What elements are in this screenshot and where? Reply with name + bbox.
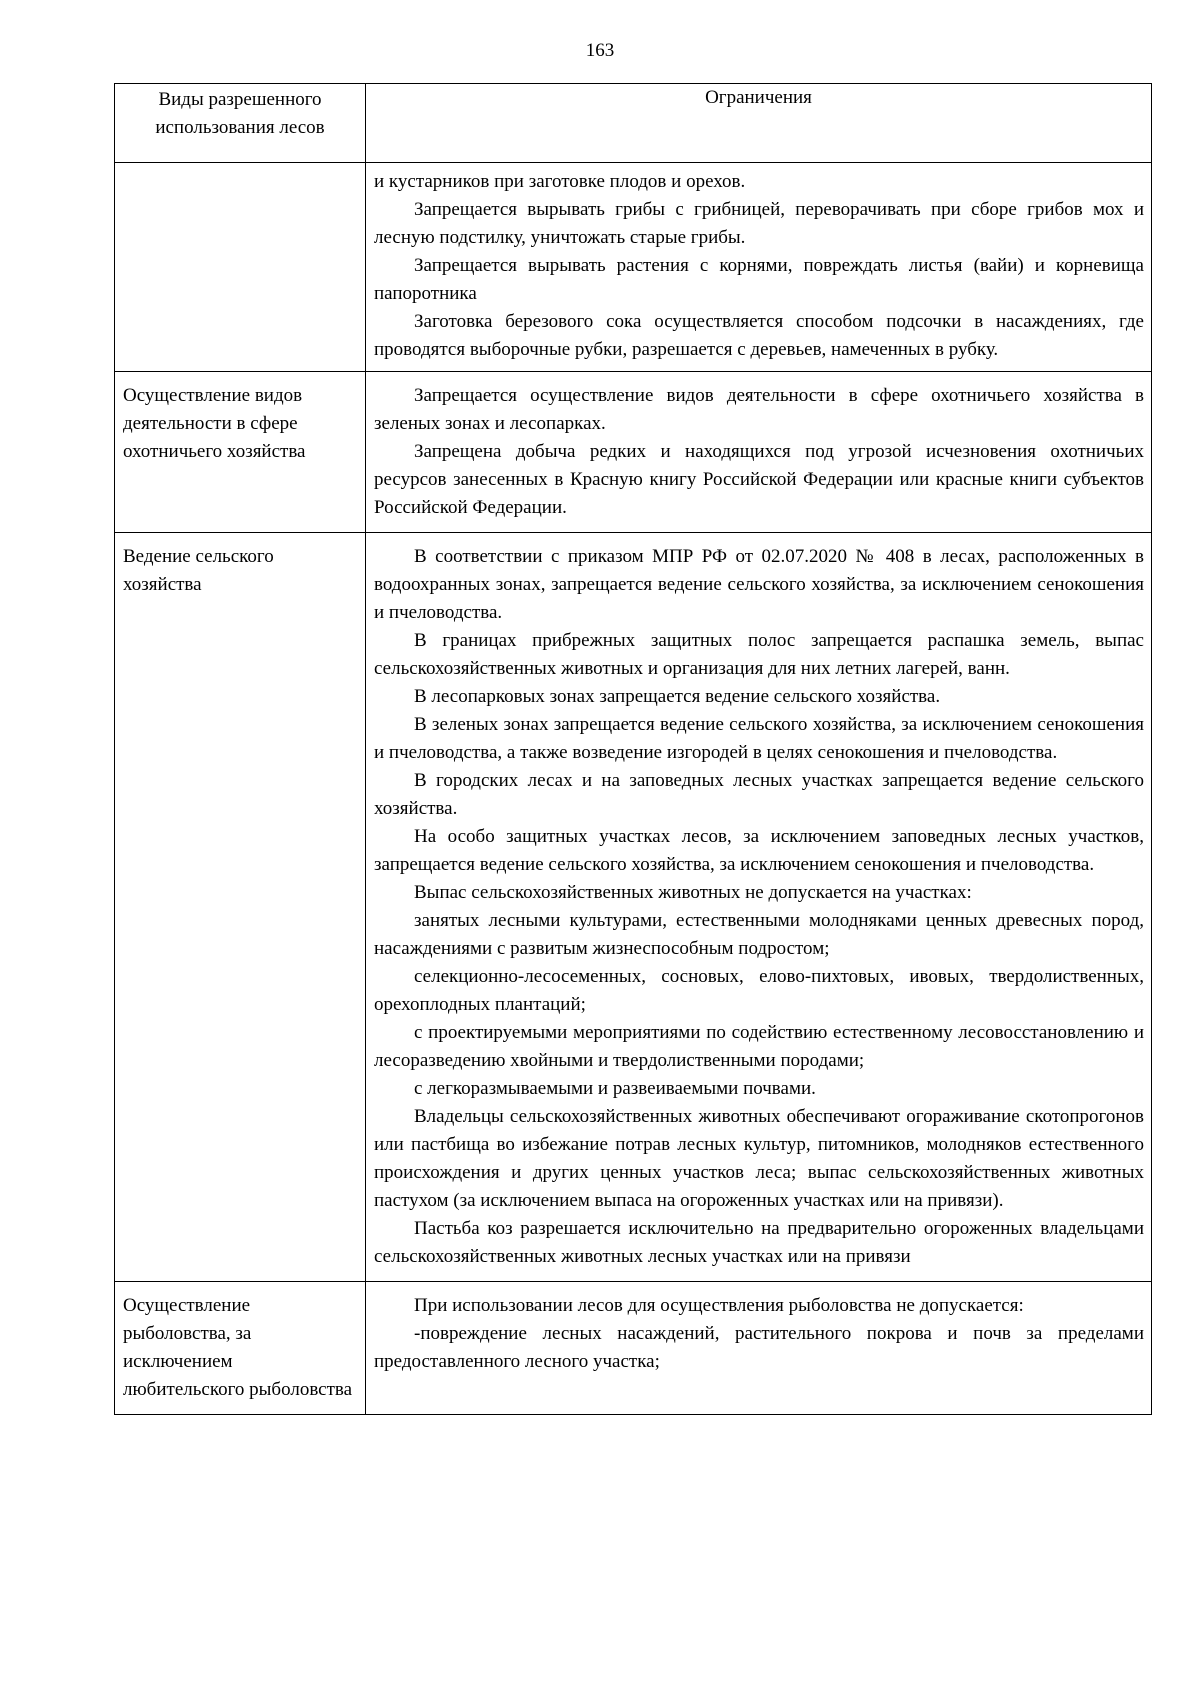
table-row: [115, 533, 1152, 1282]
header-forest-use: Виды разрешенного использования лесов: [115, 84, 366, 163]
restriction-paragraph: На особо защитных участках лесов, за исключением заповедных лесных участков, запрещается ведение сельского хозяйства, за исключением сенокошения и пчеловодства.: [374, 826, 1144, 875]
restriction-paragraph: В соответствии с приказом МПР РФ от 02.07.2020 № 408 в лесах, расположенных в водоохранных зонах, запрещается ведение сельского хозяйства, за исключением сенокошения и пчеловодства.: [374, 546, 1144, 623]
restriction-paragraph: селекционно-лесосеменных, сосновых, елово-пихтовых, ивовых, твердолиственных, орехоплодных плантаций;: [374, 966, 1144, 1015]
table-header-row: [115, 84, 1152, 163]
table-row: [115, 1282, 1152, 1415]
restriction-paragraph: Заготовка березового сока осуществляется способом подсочки в насаждениях, где проводятся выборочные рубки, разрешается с деревьев, намеченных в рубку.: [374, 311, 1144, 360]
restriction-paragraph: В зеленых зонах запрещается ведение сельского хозяйства, за исключением сенокошения и пчеловодства, а также возведение изгородей в целях сенокошения и пчеловодства.: [374, 714, 1144, 763]
table-row: [115, 372, 1152, 533]
restriction-paragraph: Владельцы сельскохозяйственных животных обеспечивают огораживание скотопрогонов или пастбища во избежание потрав лесных культур, питомников, молодняков естественного происхождения и других ценных участков леса; выпас сельскохозяйственных животных пастухом (за исключением выпаса на огороженных участках или на привязи).: [374, 1106, 1144, 1211]
restrictions-cell: [366, 533, 1152, 1282]
forest-use-cell: Осуществление видов деятельности в сфере охотничьего хозяйства: [115, 372, 366, 533]
restrictions-cell: [366, 372, 1152, 533]
table-row: [115, 163, 1152, 372]
restriction-paragraph: В лесопарковых зонах запрещается ведение сельского хозяйства.: [414, 686, 941, 707]
restriction-paragraph: Запрещается вырывать растения с корнями, повреждать листья (вайи) и корневища папоротника: [374, 255, 1144, 304]
restriction-paragraph: Пастьба коз разрешается исключительно на предварительно огороженных владельцами сельскохозяйственных животных лесных участках или на привязи: [374, 1218, 1144, 1267]
restriction-paragraph: Запрещается осуществление видов деятельности в сфере охотничьего хозяйства в зеленых зонах и лесопарках.: [374, 385, 1144, 434]
header-restrictions: Ограничения: [366, 84, 1152, 163]
restriction-paragraph: Запрещена добыча редких и находящихся под угрозой исчезновения охотничьих ресурсов занесенных в Красную книгу Российской Федерации или красные книги субъектов Российской Федерации.: [374, 441, 1144, 518]
restriction-paragraph: При использовании лесов для осуществления рыболовства не допускается:: [414, 1295, 1024, 1316]
restriction-paragraph: В границах прибрежных защитных полос запрещается распашка земель, выпас сельскохозяйственных животных и организация для них летних лагерей, ванн.: [374, 630, 1144, 679]
page-number: 163: [585, 40, 615, 61]
restrictions-table: [114, 83, 1152, 1415]
restriction-paragraph: Запрещается вырывать грибы с грибницей, переворачивать при сборе грибов мох и лесную подстилку, уничтожать старые грибы.: [374, 199, 1144, 248]
restriction-paragraph: с проектируемыми мероприятиями по содействию естественному лесовосстановлению и лесоразведению хвойными и твердолиственными породами;: [374, 1022, 1144, 1071]
restriction-paragraph: занятых лесными культурами, естественными молодняками ценных древесных пород, насаждениями с развитым жизнеспособным подростом;: [374, 910, 1144, 959]
forest-use-cell: Ведение сельского хозяйства: [115, 533, 366, 1282]
restriction-paragraph: и кустарников при заготовке плодов и орехов.: [374, 171, 746, 192]
forest-use-cell: [115, 163, 366, 372]
restrictions-cell: [366, 1282, 1152, 1415]
forest-use-cell: Осуществление рыболовства, за исключением любительского рыболовства: [115, 1282, 366, 1415]
restriction-paragraph: В городских лесах и на заповедных лесных участках запрещается ведение сельского хозяйства.: [374, 770, 1144, 819]
restriction-paragraph: -повреждение лесных насаждений, растительного покрова и почв за пределами предоставленного лесного участка;: [374, 1323, 1144, 1372]
restriction-paragraph: с легкоразмываемыми и развеиваемыми почвами.: [414, 1078, 816, 1099]
restriction-paragraph: Выпас сельскохозяйственных животных не допускается на участках:: [414, 882, 972, 903]
restrictions-cell: [366, 163, 1152, 372]
